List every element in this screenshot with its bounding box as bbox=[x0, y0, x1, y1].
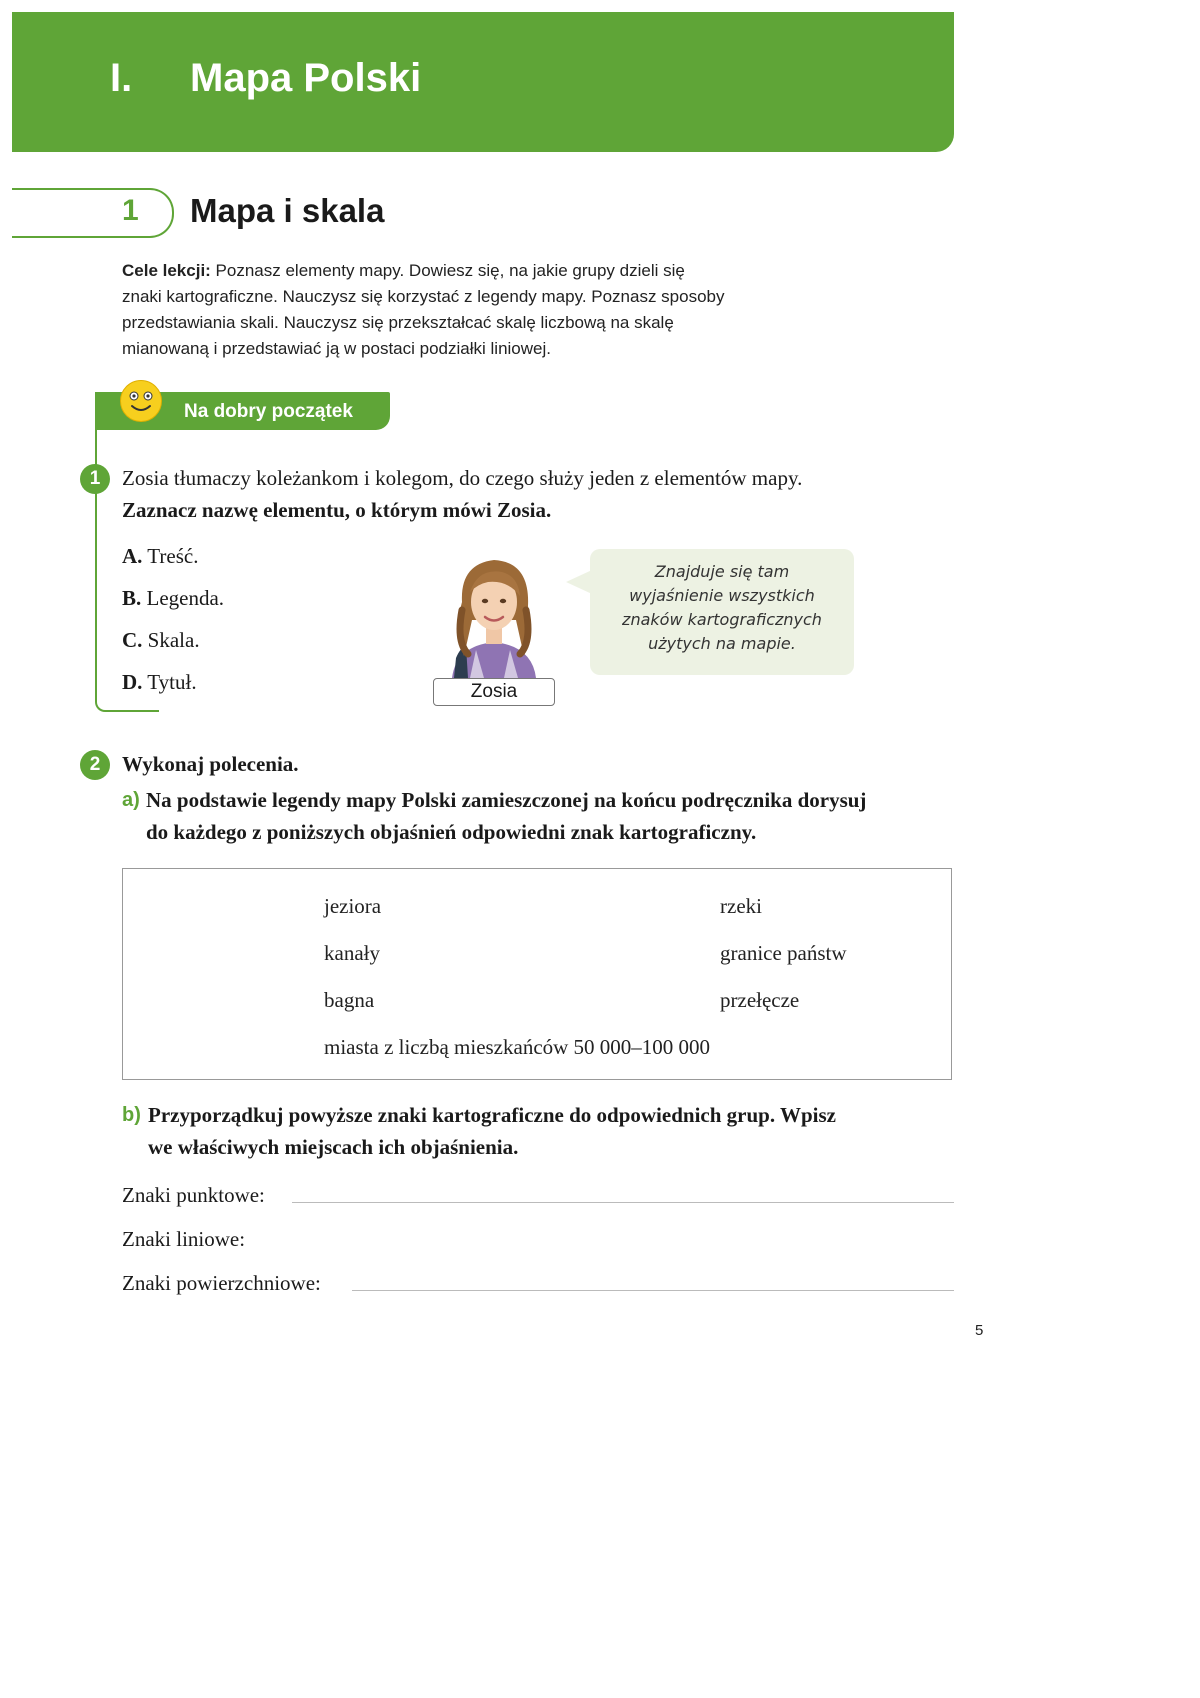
lesson-objectives bbox=[122, 258, 802, 362]
point-signs-label: Znaki punktowe: bbox=[122, 1183, 265, 1207]
lesson-number-tab bbox=[12, 188, 174, 238]
line-signs-label: Znaki liniowe: bbox=[122, 1227, 246, 1251]
speech-line-4: użytych na mapie. bbox=[648, 634, 796, 653]
start-section-label: Na dobry początek bbox=[184, 401, 353, 422]
objectives-line-2: znaki kartograficzne. Nauczysz się korzystać z legendy mapy. Poznasz sposoby bbox=[122, 287, 725, 306]
legend-item-canals: kanały bbox=[324, 941, 380, 965]
subtask-a-text: Na podstawie legendy mapy Polski zamieszczonej na końcu podręcznika dorysuj do każdego z poniższych objaśnień odpowiedni znak kartograficzny. bbox=[146, 788, 867, 844]
legend-item-state-borders: granice państw bbox=[720, 941, 847, 965]
task-2-instruction: Wykonaj polecenia. bbox=[122, 752, 299, 776]
option-c[interactable]: C. Skala. bbox=[122, 628, 200, 652]
speech-bubble-text bbox=[600, 560, 844, 656]
task-2-number: 2 bbox=[80, 750, 110, 780]
task-1-instruction: Zaznacz nazwę elementu, o którym mówi Zosia. bbox=[122, 498, 552, 522]
objectives-line-4: mianowaną i przedstawiać ją w postaci podziałki liniowej. bbox=[122, 339, 551, 358]
speech-line-2: wyjaśnienie wszystkich bbox=[629, 586, 815, 605]
smiley-icon bbox=[120, 380, 162, 422]
option-a[interactable]: A. Treść. bbox=[122, 544, 199, 568]
speech-line-3: znaków kartograficznych bbox=[622, 610, 822, 629]
area-signs-label: Znaki powierzchniowe: bbox=[122, 1271, 321, 1295]
speech-line-1: Znajduje się tam bbox=[654, 562, 790, 581]
legend-item-cities: miasta z liczbą mieszkańców 50 000–100 000 bbox=[324, 1035, 711, 1059]
subtask-b-letter: b) bbox=[122, 1104, 141, 1126]
option-d[interactable]: D. Tytuł. bbox=[122, 670, 197, 694]
subtask-b-text: Przyporządkuj powyższe znaki kartograficzne do odpowiednich grup. Wpisz we właściwych miejscach ich objaśnienia. bbox=[148, 1103, 836, 1159]
objectives-line-3: przedstawiania skali. Nauczysz się przekształcać skalę liczbową na skalę bbox=[122, 313, 674, 332]
task-1-intro: Zosia tłumaczy koleżankom i kolegom, do czego służy jeden z elementów mapy. bbox=[122, 466, 803, 490]
legend-item-passes: przełęcze bbox=[720, 988, 800, 1012]
subtask-a-letter: a) bbox=[122, 789, 140, 811]
option-b[interactable]: B. Legenda. bbox=[122, 586, 225, 610]
chapter-title: Mapa Polski bbox=[190, 56, 422, 100]
character-name-label: Zosia bbox=[433, 678, 555, 706]
speech-bubble-tail bbox=[566, 570, 592, 594]
chapter-number: I. bbox=[110, 56, 133, 100]
legend-item-lakes: jeziora bbox=[324, 894, 382, 918]
point-signs-answer-line[interactable] bbox=[292, 1202, 954, 1203]
zosia-portrait bbox=[432, 550, 556, 678]
legend-item-swamps: bagna bbox=[324, 988, 375, 1012]
objectives-line-1: Cele lekcji: Poznasz elementy mapy. Dowiesz się, na jakie grupy dzieli się bbox=[122, 261, 685, 280]
task-1-number: 1 bbox=[80, 464, 110, 494]
lesson-number: 1 bbox=[122, 194, 139, 227]
lesson-title: Mapa i skala bbox=[190, 192, 385, 229]
legend-item-rivers: rzeki bbox=[720, 894, 762, 918]
objectives-label: Cele lekcji: bbox=[122, 261, 211, 280]
page-number: 5 bbox=[975, 1322, 984, 1339]
area-signs-answer-line[interactable] bbox=[352, 1290, 954, 1291]
chapter-banner bbox=[12, 12, 954, 152]
